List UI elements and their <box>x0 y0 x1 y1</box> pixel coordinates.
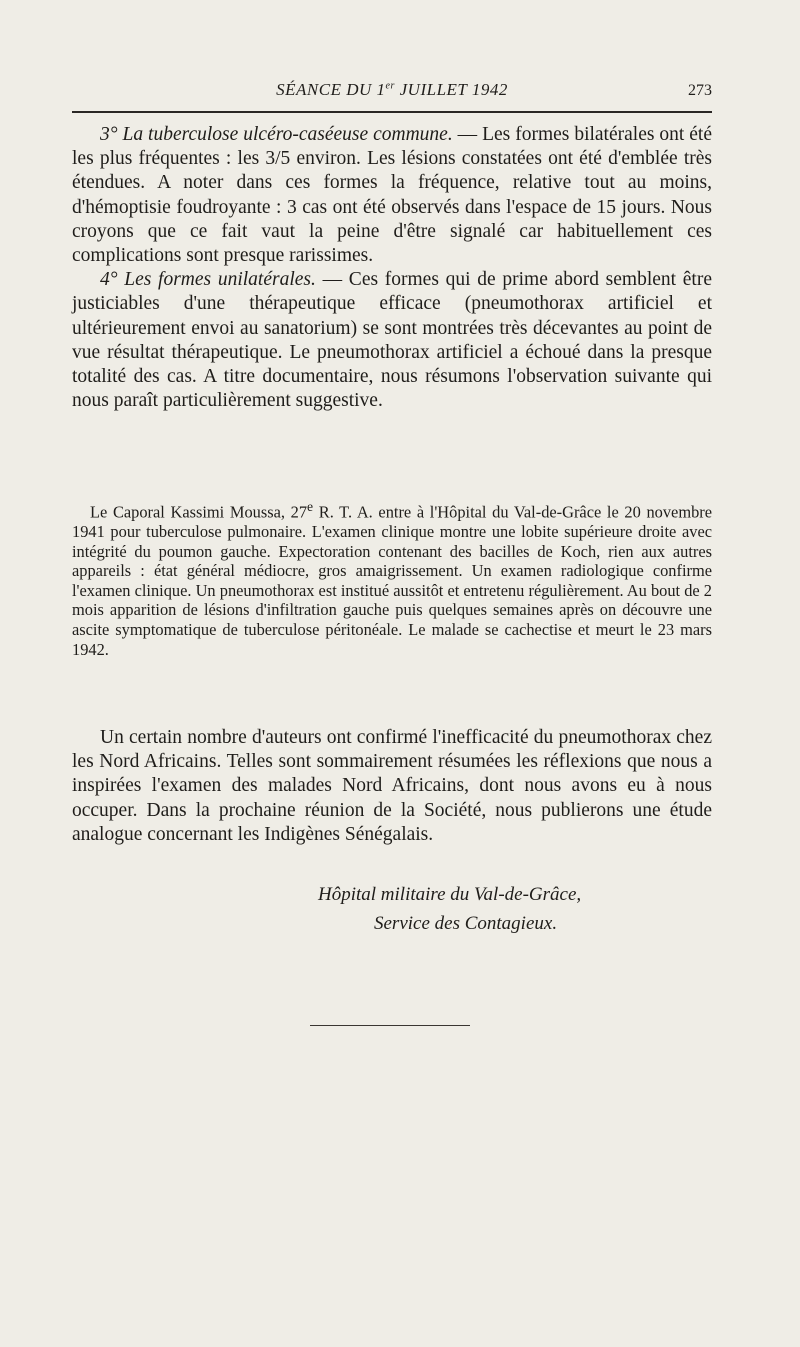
section-3-text: — Les formes bilatérales ont été les plus fréquentes : les 3/5 environ. Les lésions constatées ont été d'emblée très étendues. A noter dans ces formes la fréquence, relative tout au moins, d'hémoptisie foudroyante : 3 cas ont été observés dans l'espace de 15 jours. Nous croyons que ce fait vaut la peine d'être signalé car habituellement ces complications sont presque rarissimes. <box>72 124 712 267</box>
section-4-heading: 4° Les formes unilatérales. <box>100 269 316 291</box>
conclusion-paragraph: Un certain nombre d'auteurs ont confirmé l'inefficacité du pneumothorax chez les Nord Africains. Telles sont sommairement résumées les réflexions que nous a inspirées l'examen des malades Nord Africains, dont nous avons eu à nous occuper. Dans la prochaine réunion de la Société, nous publierons une étude analogue concernant les Indigènes Sénégalais. <box>72 727 712 845</box>
observation-text-start: Le Caporal Kassimi Moussa, 27 <box>90 502 308 522</box>
header-rule <box>72 111 712 113</box>
case-observation <box>72 497 712 659</box>
conclusion <box>72 726 712 847</box>
main-text <box>72 123 712 413</box>
running-head-title-superscript: er <box>385 80 395 92</box>
observation-paragraph <box>72 497 712 659</box>
section-4-text: — Ces formes qui de prime abord semblent être justiciables d'une thérapeutique efficace (pneumothorax artificiel et ultérieurement envoi au sanatorium) se sont montrées très décevantes au point de vue résultat thérapeutique. Le pneumothorax artificiel a échoué dans la presque totalité des cas. A titre documentaire, nous résumons l'observation suivante qui nous paraît particulièrement suggestive. <box>72 269 712 412</box>
paragraph-unilateral <box>72 268 712 413</box>
running-head-title-end: JUILLET 1942 <box>394 80 508 99</box>
observation-superscript: e <box>307 499 314 514</box>
page-number: 273 <box>688 82 712 99</box>
signature-line-1: Hôpital militaire du Val-de-Grâce, <box>318 884 582 905</box>
paragraph-ulcero-caseous <box>72 123 712 268</box>
end-rule <box>310 1025 470 1026</box>
running-head-title-start: SÉANCE DU 1 <box>276 80 386 99</box>
running-head-title <box>72 80 712 100</box>
observation-text-end: R. T. A. entre à l'Hôpital du Val-de-Grâce le 20 novembre 1941 pour tuberculose pulmonaire. L'examen clinique montre une lobite supérieure droite avec intégrité du poumon gauche. Expectoration contenant des bacilles de Koch, rien aux autres appareils : état général médiocre, gros amaigrissement. Un examen radiologique confirme l'examen clinique. Un pneumothorax est institué aussitôt et entretenu régulièrement. Au bout de 2 mois apparition de lésions d'infiltration gauche puis quelques semaines après on découvre une ascite symptomatique de tuberculose péritonéale. Le malade se cachectise et meurt le 23 mars 1942. <box>72 502 712 659</box>
section-3-heading: 3° La tuberculose ulcéro-caséeuse commune. <box>100 124 453 145</box>
running-head <box>72 80 712 106</box>
signature-line-2: Service des Contagieux. <box>374 913 558 934</box>
